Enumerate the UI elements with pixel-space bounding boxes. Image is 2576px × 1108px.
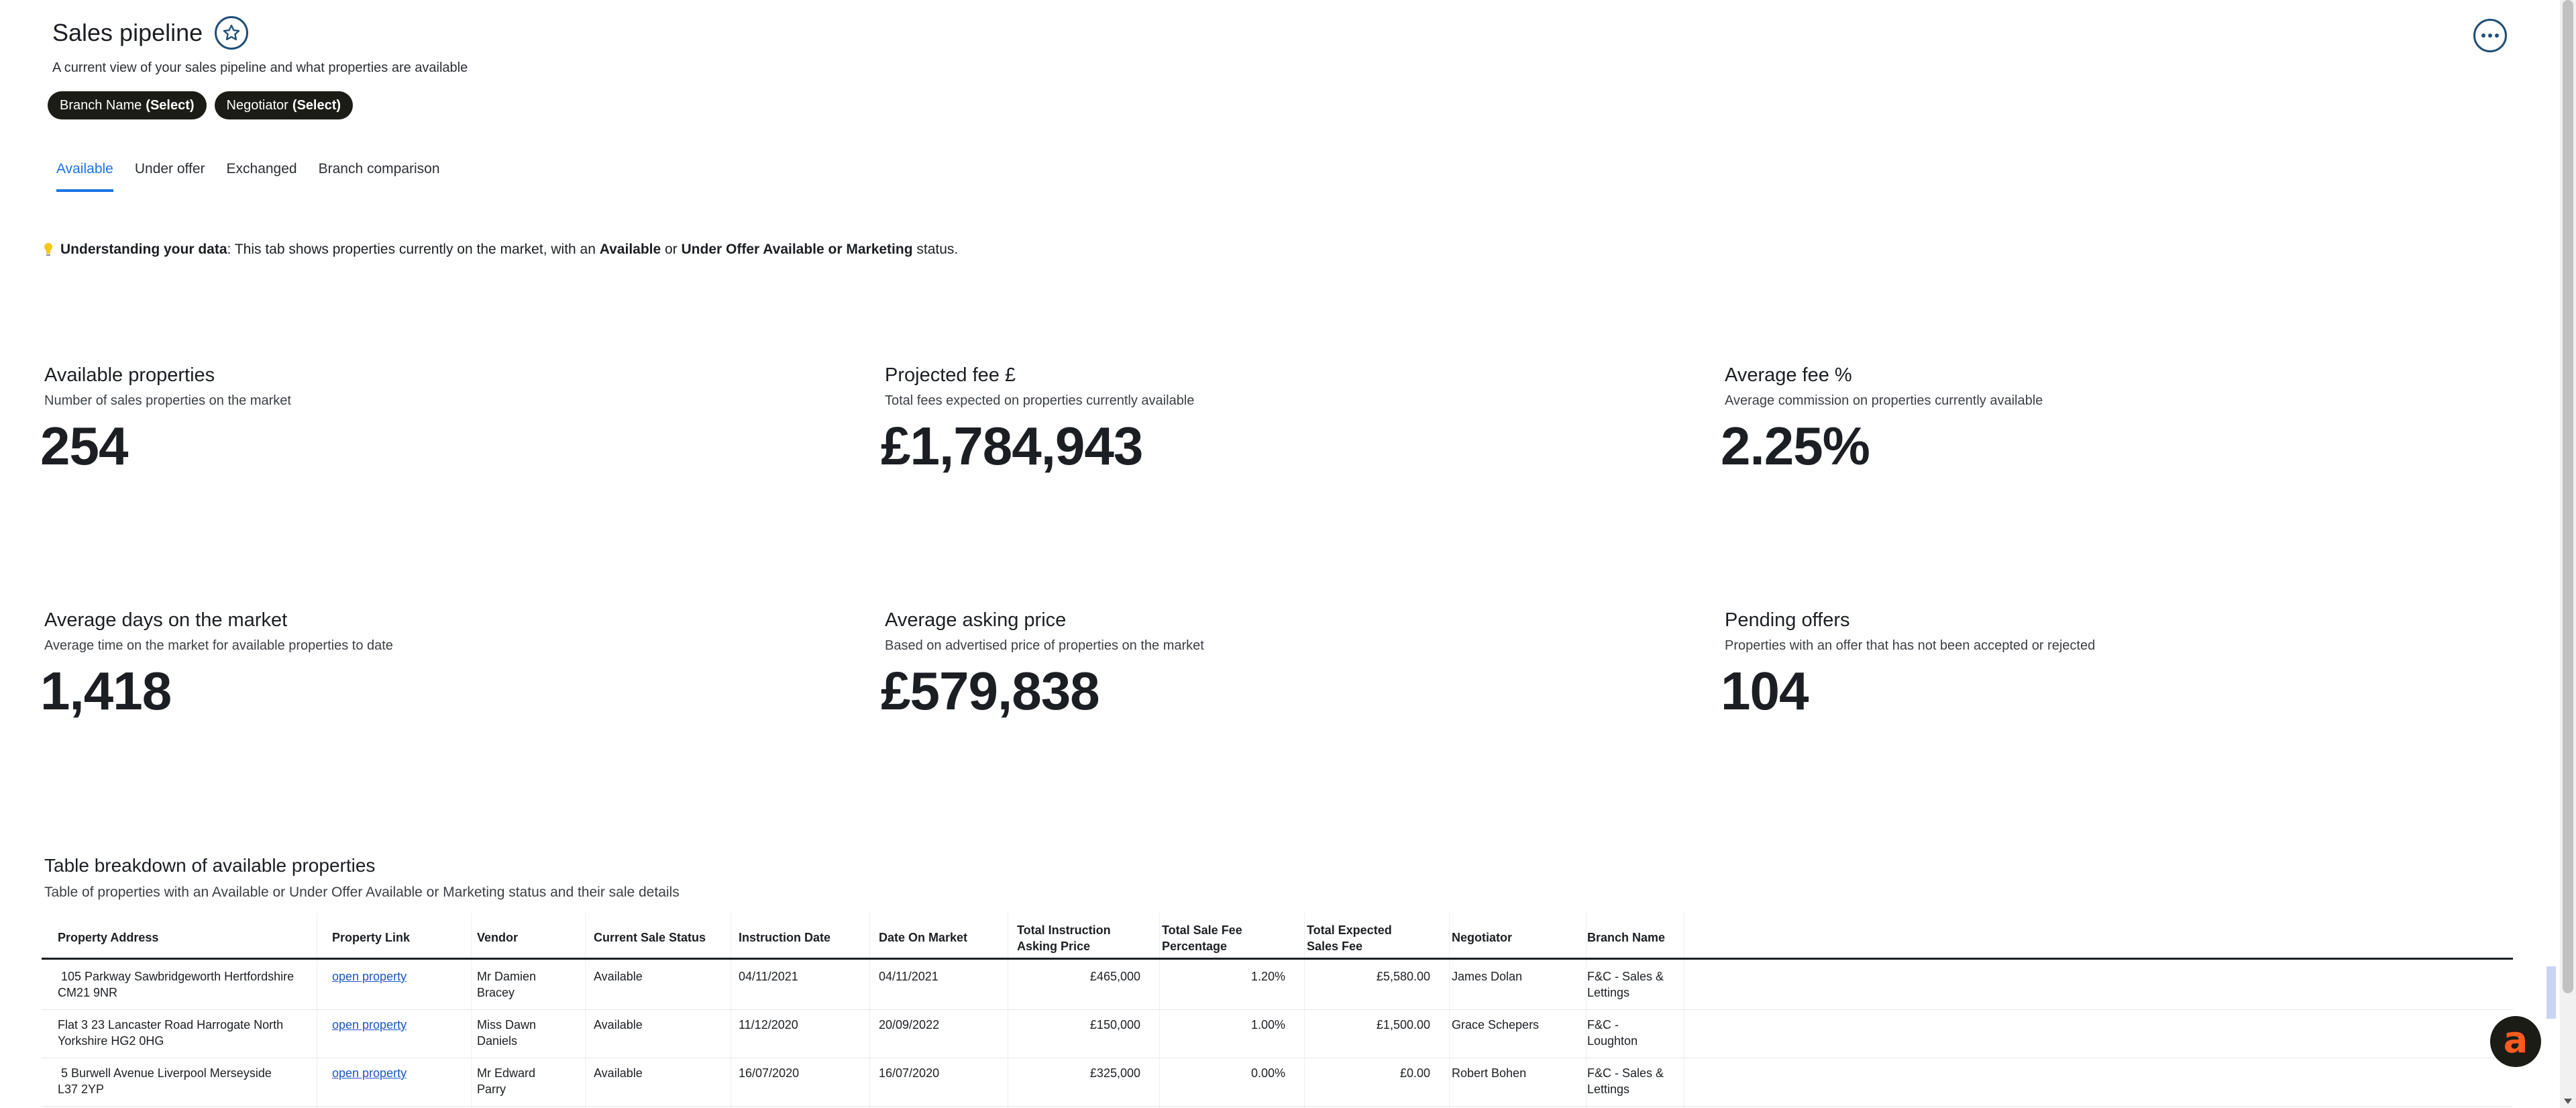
cell-branch — [1587, 1017, 1638, 1049]
cell-line: F&C - Sales & — [1587, 1066, 1664, 1080]
kpi-title: Pending offers — [1725, 609, 1850, 631]
assistant-logo-icon: a — [2503, 1018, 2528, 1061]
cell-line: CM21 9NR — [58, 986, 118, 999]
cell-line: Miss Dawn — [477, 1018, 537, 1031]
header-current-sale-status[interactable]: Current Sale Status — [594, 931, 706, 944]
assistant-button[interactable] — [2490, 1016, 2541, 1067]
header-line: Percentage — [1162, 940, 1228, 953]
cell-vendor — [477, 1065, 535, 1097]
kpi-title: Average fee % — [1725, 364, 1852, 386]
properties-table[interactable] — [42, 913, 2513, 1108]
kpi-title: Available properties — [44, 364, 215, 386]
table-description: Table of properties with an Available or Under Offer Available or Marketing status and their sale details — [44, 885, 680, 900]
lightbulb-icon — [43, 242, 54, 257]
cell-date-on-market: 16/07/2020 — [879, 1066, 940, 1080]
cell-fee-percentage: 1.20% — [1250, 970, 1285, 983]
page-title: Sales pipeline — [52, 19, 203, 46]
tab-under-offer[interactable]: Under offer — [134, 161, 205, 177]
cell-line: Lettings — [1587, 986, 1630, 999]
cell-line: 5 Burwell Avenue Liverpool Merseyside — [58, 1066, 272, 1080]
kpi-card-average-days — [40, 609, 883, 838]
kpi-card-average-asking-price — [881, 609, 1723, 838]
cell-line: Yorkshire HG2 0HG — [58, 1034, 164, 1048]
branch-name-filter[interactable] — [48, 91, 207, 119]
tab-available[interactable]: Available — [56, 161, 113, 192]
cell-line: F&C - — [1587, 1018, 1619, 1031]
more-options-button[interactable] — [2473, 19, 2507, 52]
header-line: Sales Fee — [1307, 940, 1363, 953]
cell-expected-fee: £5,580.00 — [1376, 970, 1430, 983]
cell-asking-price: £150,000 — [1089, 1018, 1140, 1031]
cell-instruction-date: 11/12/2020 — [739, 1018, 798, 1031]
cell-line: 105 Parkway Sawbridgeworth Hertfordshire — [58, 970, 294, 983]
kpi-value: 2.25% — [1721, 416, 1870, 476]
header-line: Total Expected — [1307, 923, 1392, 937]
cell-line: Mr Edward — [477, 1066, 536, 1080]
scroll-down-arrow-icon[interactable] — [2564, 1099, 2572, 1104]
kpi-value: 1,418 — [40, 661, 172, 721]
table-row[interactable] — [42, 1010, 2513, 1058]
cell-expected-fee: £1,500.00 — [1376, 1018, 1430, 1031]
kpi-title: Average days on the market — [44, 609, 288, 631]
tab-branch-comparison[interactable]: Branch comparison — [318, 161, 440, 177]
cell-address — [58, 968, 294, 1001]
cell-link — [332, 1065, 407, 1081]
cell-status: Available — [594, 970, 643, 983]
table-row[interactable] — [42, 962, 2513, 1010]
open-property-link[interactable]: open property — [332, 970, 407, 983]
cell-instruction-date: 04/11/2021 — [739, 970, 798, 983]
cell-line: Bracey — [477, 986, 515, 999]
more-icon — [2480, 32, 2500, 39]
open-property-link[interactable]: open property — [332, 1018, 407, 1031]
tab-bar — [56, 161, 440, 192]
header-branch-name[interactable]: Branch Name — [1587, 931, 1666, 944]
filter-value: (Select) — [292, 97, 341, 113]
cell-date-on-market: 04/11/2021 — [879, 970, 938, 983]
page-subtitle: A current view of your sales pipeline and what properties are available — [52, 60, 468, 75]
star-icon — [222, 23, 241, 42]
table-header — [42, 913, 2513, 960]
filter-value: (Select) — [146, 97, 195, 113]
cell-fee-percentage: 1.00% — [1250, 1018, 1285, 1031]
page-scrollbar[interactable] — [2560, 0, 2576, 1108]
cell-line: Mr Damien — [477, 970, 537, 983]
cell-link — [332, 968, 407, 985]
kpi-description: Properties with an offer that has not been accepted or rejected — [1725, 638, 2096, 653]
info-text-3: status. — [912, 242, 959, 257]
info-text — [60, 242, 958, 258]
header-instruction-date[interactable]: Instruction Date — [739, 931, 831, 944]
cell-branch — [1587, 968, 1664, 1001]
cell-line: F&C - Sales & — [1587, 970, 1664, 983]
info-text-1: : This tab shows properties currently on the market, with an — [227, 242, 600, 257]
kpi-card-pending-offers — [1721, 609, 2563, 838]
cell-negotiator: Grace Schepers — [1452, 1018, 1540, 1031]
kpi-card-average-fee — [1721, 364, 2563, 593]
info-lead: Understanding your data — [60, 242, 227, 257]
header-property-link[interactable]: Property Link — [332, 931, 411, 944]
cell-line: Flat 3 23 Lancaster Road Harrogate North — [58, 1018, 284, 1031]
filter-label: Negotiator — [226, 97, 288, 113]
cell-negotiator: Robert Bohen — [1452, 1066, 1527, 1080]
cell-line: Loughton — [1587, 1034, 1638, 1048]
header-line: Total Sale Fee — [1162, 923, 1242, 937]
cell-asking-price: £325,000 — [1089, 1066, 1140, 1080]
header-line: Asking Price — [1017, 940, 1091, 953]
info-status-1: Available — [599, 242, 661, 257]
scrollbar-thumb[interactable] — [2563, 0, 2573, 993]
header-property-address[interactable]: Property Address — [58, 931, 159, 944]
kpi-card-projected-fee — [881, 364, 1723, 593]
kpi-description: Average commission on properties currently available — [1725, 393, 2043, 408]
header-negotiator[interactable]: Negotiator — [1452, 931, 1512, 944]
cell-instruction-date: 16/07/2020 — [739, 1066, 800, 1080]
cell-expected-fee: £0.00 — [1399, 1066, 1430, 1080]
header-vendor[interactable]: Vendor — [477, 931, 519, 944]
title-row — [52, 16, 248, 50]
cell-address — [58, 1065, 272, 1097]
open-property-link[interactable]: open property — [332, 1066, 407, 1080]
kpi-card-available-properties — [40, 364, 883, 593]
cell-line: Lettings — [1587, 1082, 1630, 1096]
kpi-value: 254 — [40, 416, 128, 476]
kpi-description: Total fees expected on properties currently available — [885, 393, 1195, 408]
table-scroll-thumb[interactable] — [2546, 966, 2556, 1019]
cell-status: Available — [594, 1018, 643, 1031]
cell-line: Daniels — [477, 1034, 518, 1048]
cell-negotiator: James Dolan — [1452, 970, 1523, 983]
cell-line: Parry — [477, 1082, 506, 1096]
header-asking-price[interactable] — [1017, 922, 1111, 954]
header-line: Total Instruction — [1017, 923, 1111, 937]
table-row[interactable] — [42, 1058, 2513, 1107]
kpi-description: Average time on the market for available properties to date — [44, 638, 393, 653]
cell-vendor — [477, 968, 536, 1001]
cell-address — [58, 1017, 283, 1049]
kpi-title: Projected fee £ — [885, 364, 1016, 386]
header-fee-percentage[interactable] — [1162, 922, 1242, 954]
kpi-value: 104 — [1721, 661, 1809, 721]
info-text-2: or — [661, 242, 682, 257]
tab-exchanged[interactable]: Exchanged — [226, 161, 297, 177]
kpi-description: Based on advertised price of properties on the market — [885, 638, 1204, 653]
negotiator-filter[interactable] — [215, 91, 354, 119]
info-banner — [43, 242, 958, 258]
favorite-button[interactable] — [215, 16, 248, 50]
filter-label: Branch Name — [60, 97, 142, 113]
filter-bar — [48, 91, 353, 119]
cell-fee-percentage: 0.00% — [1250, 1066, 1285, 1080]
table-title: Table breakdown of available properties — [44, 855, 376, 876]
header-date-on-market[interactable]: Date On Market — [879, 931, 968, 944]
cell-asking-price: £465,000 — [1089, 970, 1140, 983]
cell-link — [332, 1017, 407, 1033]
kpi-value: £579,838 — [881, 661, 1099, 721]
kpi-value: £1,784,943 — [881, 416, 1143, 476]
kpi-description: Number of sales properties on the market — [44, 393, 291, 408]
cell-status: Available — [594, 1066, 643, 1080]
cell-vendor — [477, 1017, 536, 1049]
kpi-title: Average asking price — [885, 609, 1067, 631]
header-expected-fee[interactable] — [1307, 922, 1392, 954]
cell-date-on-market: 20/09/2022 — [879, 1018, 940, 1031]
cell-line: L37 2YP — [58, 1082, 105, 1096]
cell-branch — [1587, 1065, 1664, 1097]
info-status-2: Under Offer Available or Marketing — [681, 242, 913, 257]
